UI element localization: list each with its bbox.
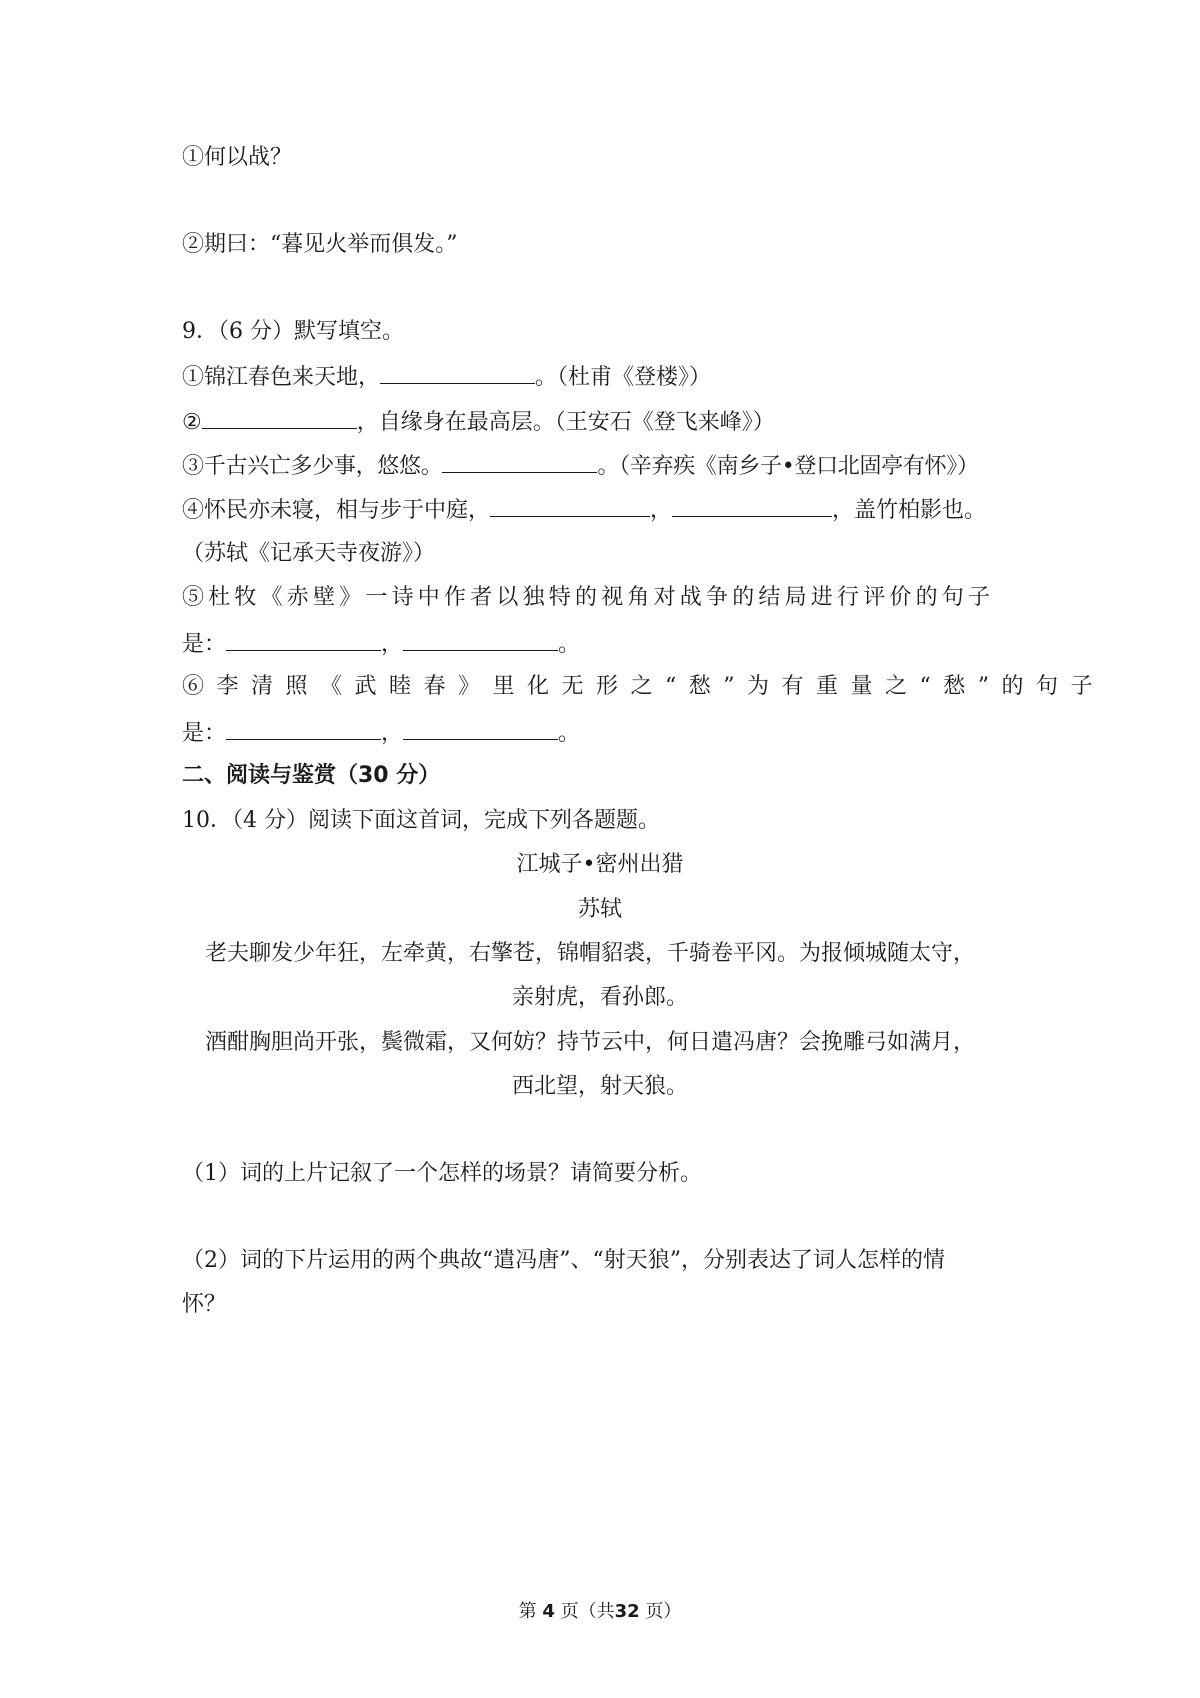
poem-line: 老夫聊发少年狂，左牵黄，右擎苍，锦帽貂裘，千骑卷平冈。为报倾城随太守， bbox=[205, 941, 976, 966]
poem-author: 苏轼 bbox=[577, 897, 622, 922]
q9-item-6-answer bbox=[182, 717, 580, 749]
section-heading: 二、阅读与鉴赏（30 分） bbox=[182, 763, 441, 788]
footer-mid: 页（共 bbox=[560, 1601, 615, 1622]
poem-line: 西北望，射天狼。 bbox=[511, 1074, 688, 1099]
q9-item-4-comma: ， bbox=[650, 498, 673, 523]
poem-title: 江城子•密州出猎 bbox=[516, 852, 684, 877]
q9-item-1-text: ①锦江春色来天地， bbox=[182, 365, 381, 390]
q10-sub-2-cont: 怀？ bbox=[182, 1292, 227, 1317]
q9-item-4-text: ④怀民亦未寝，相与步于中庭， bbox=[182, 498, 491, 523]
q9-item-3-source: 。（辛弃疾《南乡子•登口北固亭有怀》） bbox=[597, 454, 979, 479]
q9-item-3-text: ③千古兴亡多少事，悠悠。 bbox=[182, 454, 443, 479]
answer-blank bbox=[672, 494, 832, 517]
answer-blank bbox=[226, 717, 381, 740]
q9-item-6: ⑥李清照《武睦春》里化无形之“愁”为有重量之“愁”的句子 bbox=[182, 674, 1105, 699]
q9-item-5-answer bbox=[182, 628, 580, 660]
q9-item-4 bbox=[182, 494, 986, 526]
page-number: 4 bbox=[542, 1601, 555, 1622]
q9-item-5: ⑤杜牧《赤壁》一诗中作者以独特的视角对战争的结局进行评价的句子 bbox=[182, 585, 995, 610]
answer-blank bbox=[490, 494, 650, 517]
q9-item-2-text: ，自缘身在最高层。（王安石《登飞来峰》） bbox=[356, 410, 775, 435]
q9-item-2-num: ② bbox=[182, 410, 202, 435]
q9-item-6-end: 。 bbox=[558, 721, 581, 746]
q9-item-6-comma: ， bbox=[381, 721, 404, 746]
poem-line: 酒酣胸胆尚开张，鬓微霜，又何妨？持节云中，何日遣冯唐？会挽雕弓如满月， bbox=[205, 1030, 976, 1055]
answer-blank bbox=[442, 450, 597, 473]
footer-suffix: 页） bbox=[645, 1601, 682, 1622]
q9-item-3 bbox=[182, 450, 979, 482]
q8-item-1: ①何以战？ bbox=[182, 145, 293, 170]
q8-item-2: ②期曰：“暮见火举而俱发。” bbox=[182, 232, 458, 257]
page-footer bbox=[0, 1597, 1200, 1623]
q9-item-1 bbox=[182, 361, 711, 393]
q9-item-4-source: （苏轼《记承天寺夜游》） bbox=[182, 541, 436, 566]
q9-item-2 bbox=[182, 406, 775, 438]
q9-item-5-label: 是： bbox=[182, 632, 227, 657]
q9-item-5-comma: ， bbox=[381, 632, 404, 657]
poem-line: 亲射虎，看孙郎。 bbox=[511, 985, 688, 1010]
q9-title: 9．（6 分）默写填空。 bbox=[182, 319, 404, 344]
answer-blank bbox=[403, 628, 558, 651]
q10-title: 10．（4 分）阅读下面这首词，完成下列各题题。 bbox=[182, 808, 660, 833]
answer-blank bbox=[226, 628, 381, 651]
answer-blank bbox=[403, 717, 558, 740]
q10-sub-2: （2）词的下片运用的两个典故“遣冯唐”、“射天狼”，分别表达了词人怎样的情 bbox=[182, 1248, 945, 1273]
q9-item-5-end: 。 bbox=[558, 632, 581, 657]
q10-sub-1: （1）词的上片记叙了一个怎样的场景？请简要分析。 bbox=[182, 1161, 702, 1186]
answer-blank bbox=[380, 361, 535, 384]
q9-item-6-label: 是： bbox=[182, 721, 227, 746]
q9-item-1-source: 。（杜甫《登楼》） bbox=[535, 365, 712, 390]
q9-item-4-end: ，盖竹柏影也。 bbox=[832, 498, 987, 523]
total-pages: 32 bbox=[614, 1601, 640, 1622]
footer-prefix: 第 bbox=[518, 1601, 537, 1622]
answer-blank bbox=[202, 406, 357, 429]
